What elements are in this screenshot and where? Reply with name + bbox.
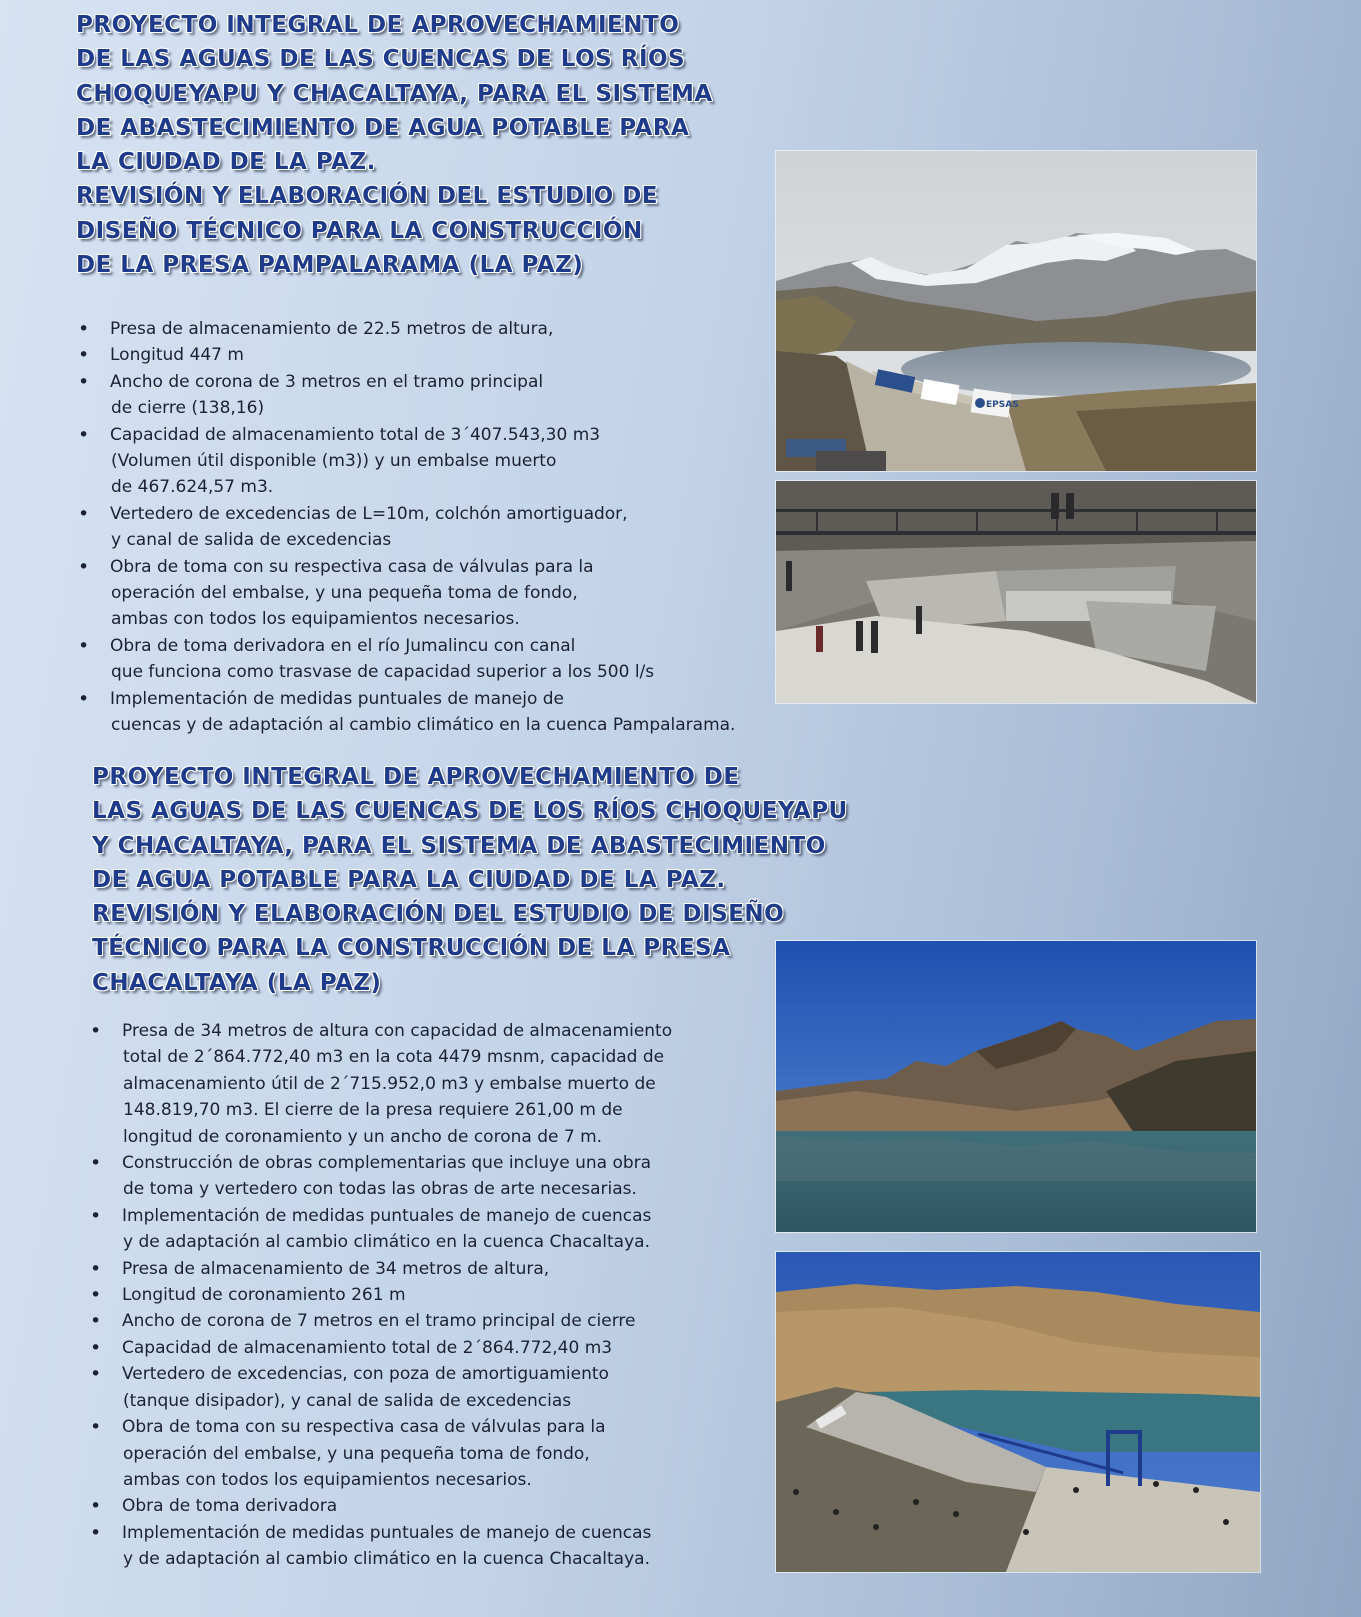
list-item: • Obra de toma con su respectiva casa de válvulas para la operación del embalse, y una pequeña toma de fondo, ambas con todos los equipamientos necesarios. <box>76 554 776 633</box>
list-item: • Presa de almacenamiento de 34 metros de altura, <box>88 1256 768 1282</box>
list-item: • Vertedero de excedencias, con poza de amortiguamiento (tanque disipador), y canal de salida de excedencias <box>88 1361 768 1414</box>
epsas-banner-text: EPSAS <box>986 400 1019 410</box>
section1-bullet-list <box>76 316 776 739</box>
chacaltaya-lake-photo <box>776 941 1256 1232</box>
section1-title-line: DE ABASTECIMIENTO DE AGUA POTABLE PARA <box>76 114 690 141</box>
list-item: • Presa de almacenamiento de 22.5 metros de altura, <box>76 316 776 342</box>
section2-title-line: LAS AGUAS DE LAS CUENCAS DE LOS RÍOS CHOQUEYAPU <box>92 798 848 825</box>
section2-title-line: DE AGUA POTABLE PARA LA CIUDAD DE LA PAZ. <box>92 866 726 893</box>
section1-title-line: DE LAS AGUAS DE LAS CUENCAS DE LOS RÍOS <box>76 46 686 73</box>
list-item: • Capacidad de almacenamiento total de 3´407.543,30 m3 (Volumen útil disponible (m3)) y un embalse muerto de 467.624,57 m3. <box>76 422 776 501</box>
spillway-photo <box>776 481 1256 703</box>
list-item: • Implementación de medidas puntuales de manejo de cuencas y de adaptación al cambio climático en la cuenca Pampalarama. <box>76 686 776 739</box>
list-item: • Ancho de corona de 7 metros en el tramo principal de cierre <box>88 1308 768 1334</box>
pampalarama-reservoir-photo <box>776 151 1256 471</box>
chacaltaya-dam-photo <box>776 1252 1260 1572</box>
list-item: • Ancho de corona de 3 metros en el tramo principal de cierre (138,16) <box>76 369 776 422</box>
list-item: • Implementación de medidas puntuales de manejo de cuencas y de adaptación al cambio climático en la cuenca Chacaltaya. <box>88 1520 768 1573</box>
section2-title-line: PROYECTO INTEGRAL DE APROVECHAMIENTO DE <box>92 764 740 790</box>
section2-title-line: REVISIÓN Y ELABORACIÓN DEL ESTUDIO DE DISEÑO <box>92 901 785 928</box>
list-item: • Obra de toma derivadora en el río Jumalincu con canal que funciona como trasvase de capacidad superior a los 500 l/s <box>76 633 776 686</box>
section1-title-line: DISEÑO TÉCNICO PARA LA CONSTRUCCIÓN <box>76 217 643 244</box>
section2-title-line: TÉCNICO PARA LA CONSTRUCCIÓN DE LA PRESA <box>92 935 731 962</box>
section1-title <box>76 8 713 282</box>
section2-title-line: CHACALTAYA (LA PAZ) <box>92 969 382 996</box>
list-item: • Presa de 34 metros de altura con capacidad de almacenamiento total de 2´864.772,40 m3 en la cota 4479 msnm, capacidad de almacenamiento útil de 2´715.952,0 m3 y embalse muerto de 148.819,70 m3. El cierre de la presa requiere 261,00 m de longitud de coronamiento y un ancho de corona de 7 m. <box>88 1018 768 1150</box>
list-item: • Implementación de medidas puntuales de manejo de cuencas y de adaptación al cambio climático en la cuenca Chacaltaya. <box>88 1203 768 1256</box>
list-item: • Longitud 447 m <box>76 342 776 368</box>
section1-title-line: CHOQUEYAPU Y CHACALTAYA, PARA EL SISTEMA <box>76 80 713 107</box>
section1-title-line: LA CIUDAD DE LA PAZ. <box>76 149 376 176</box>
list-item: • Obra de toma derivadora <box>88 1493 768 1519</box>
section2-title-line: Y CHACALTAYA, PARA EL SISTEMA DE ABASTECIMIENTO <box>92 832 826 859</box>
list-item: • Construcción de obras complementarias que incluye una obra de toma y vertedero con todas las obras de arte necesarias. <box>88 1150 768 1203</box>
section1-title-line: PROYECTO INTEGRAL DE APROVECHAMIENTO <box>76 12 680 38</box>
section2-title <box>92 760 848 1000</box>
section1-title-line: REVISIÓN Y ELABORACIÓN DEL ESTUDIO DE <box>76 183 658 210</box>
list-item: • Vertedero de excedencias de L=10m, colchón amortiguador, y canal de salida de excedencias <box>76 501 776 554</box>
section1-title-line: DE LA PRESA PAMPALARAMA (LA PAZ) <box>76 252 584 279</box>
list-item: • Obra de toma con su respectiva casa de válvulas para la operación del embalse, y una pequeña toma de fondo, ambas con todos los equipamientos necesarios. <box>88 1414 768 1493</box>
list-item: • Longitud de coronamiento 261 m <box>88 1282 768 1308</box>
section2-bullet-list <box>88 1018 768 1573</box>
list-item: • Capacidad de almacenamiento total de 2´864.772,40 m3 <box>88 1335 768 1361</box>
